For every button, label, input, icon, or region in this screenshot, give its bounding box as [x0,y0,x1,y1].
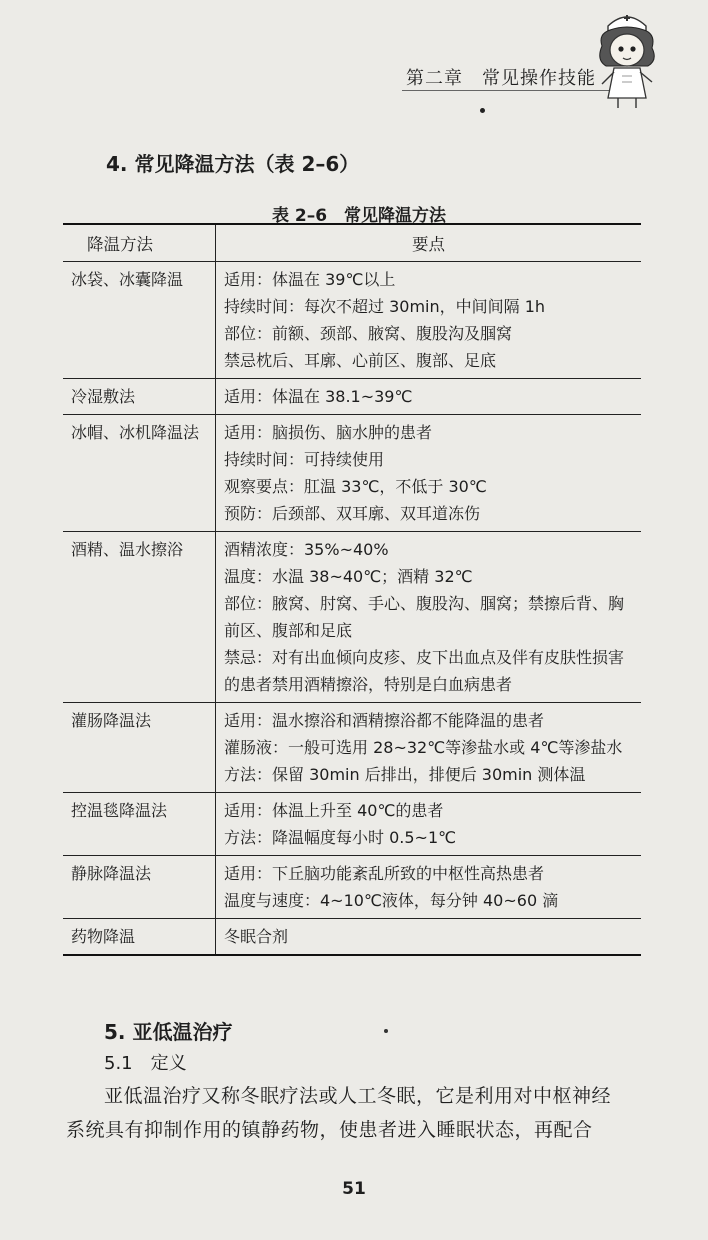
table-body [63,262,641,956]
point-line: 观察要点：肛温 33℃，不低于 30℃ [224,477,487,496]
nurse-mascot-icon [588,6,666,110]
point-line: 预防：后颈部、双耳廓、双耳道冻伤 [224,504,481,523]
points-cell [216,856,642,919]
point-line: 冬眠合剂 [224,927,289,946]
method-cell: 冷湿敷法 [63,379,216,415]
point-line: 适用：体温上升至 40℃的患者 [224,801,444,820]
column-header-method: 降温方法 [63,224,216,262]
table-row [63,379,641,415]
method-cell: 酒精、温水擦浴 [63,532,216,703]
method-cell: 灌肠降温法 [63,703,216,793]
points-cell [216,703,642,793]
table-header-row [63,224,641,262]
points-cell [216,532,642,703]
table-row [63,415,641,532]
table-row [63,919,641,956]
method-cell: 冰帽、冰机降温法 [63,415,216,532]
definition-paragraph: 亚低温治疗又称冬眠疗法或人工冬眠，它是利用对中枢神经系统具有抑制作用的镇静药物，使患者进入睡眠状态，再配合 [66,1085,612,1141]
points-cell [216,793,642,856]
column-header-points: 要点 [216,224,642,262]
section-heading-mild-hypothermia: 5. 亚低温治疗 [104,1020,233,1044]
points-cell [216,379,642,415]
point-line: 部位：前额、颈部、腋窝、腹股沟及腘窝 [224,324,513,343]
point-line: 灌肠液：一般可选用 28~32℃等渗盐水或 4℃等渗盐水 [224,738,623,757]
page-number: 51 [342,1179,366,1199]
stray-dot [384,1029,388,1033]
point-line: 适用：温水擦浴和酒精擦浴都不能降温的患者 [224,711,545,730]
point-line: 持续时间：可持续使用 [224,450,385,469]
table-caption: 表 2–6 常见降温方法 [271,206,447,226]
method-cell: 药物降温 [63,919,216,956]
points-cell [216,415,642,532]
section-heading-cooling-methods: 4. 常见降温方法（表 2–6） [106,152,360,176]
header-dot [480,108,485,113]
point-line: 温度与速度：4~10℃液体，每分钟 40~60 滴 [224,891,559,910]
point-line: 适用：脑损伤、脑水肿的患者 [224,423,433,442]
point-line: 酒精浓度：35%~40% [224,540,389,559]
chapter-header: 第二章 常见操作技能 [406,68,596,89]
table-row [63,793,641,856]
points-cell [216,262,642,379]
point-line: 部位：腋窝、肘窝、手心、腹股沟、腘窝；禁擦后背、胸前区、腹部和足底 [224,594,625,640]
point-line: 禁忌枕后、耳廓、心前区、腹部、足底 [224,351,497,370]
point-line: 方法：降温幅度每小时 0.5~1℃ [224,828,457,847]
method-cell: 冰袋、冰囊降温 [63,262,216,379]
table-row [63,262,641,379]
table-row [63,532,641,703]
point-line: 方法：保留 30min 后排出，排便后 30min 测体温 [224,765,586,784]
table-row [63,703,641,793]
point-line: 温度：水温 38~40℃；酒精 32℃ [224,567,473,586]
point-line: 适用：下丘脑功能紊乱所致的中枢性高热患者 [224,864,545,883]
point-line: 持续时间：每次不超过 30min，中间间隔 1h [224,297,546,316]
subheading-definition: 5.1 定义 [104,1053,187,1074]
method-cell: 控温毯降温法 [63,793,216,856]
points-cell [216,919,642,956]
table-row [63,856,641,919]
point-line: 适用：体温在 39℃以上 [224,270,396,289]
method-cell: 静脉降温法 [63,856,216,919]
cooling-methods-table [63,223,641,956]
point-line: 适用：体温在 38.1~39℃ [224,387,413,406]
point-line: 禁忌：对有出血倾向皮疹、皮下出血点及伴有皮肤性损害的患者禁用酒精擦浴，特别是白血病患者 [224,648,625,694]
